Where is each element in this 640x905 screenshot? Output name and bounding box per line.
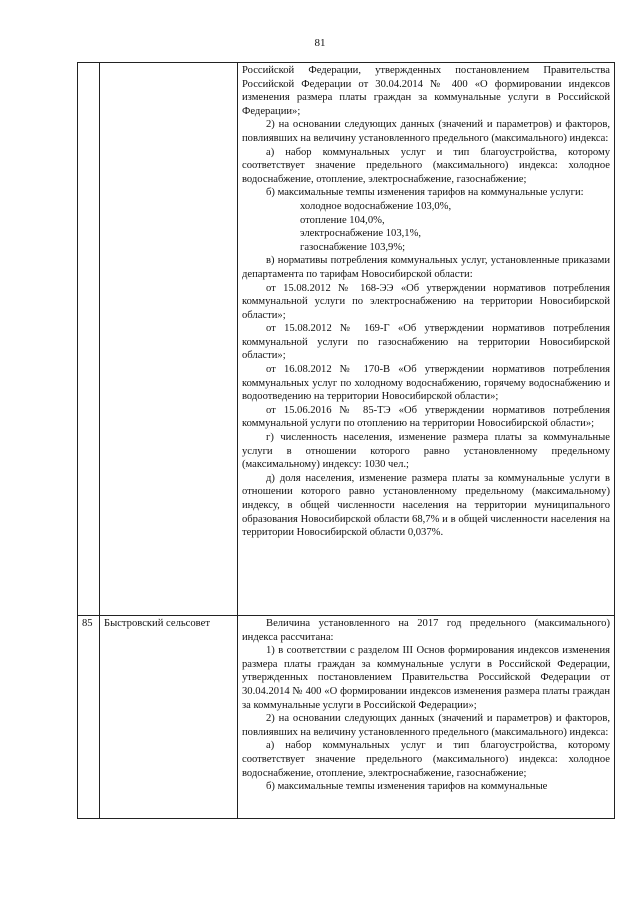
paragraph: от 15.06.2016 № 85-ТЭ «Об утверждении нормативов потребления коммунальной услуги по отоплению на территории Новосибирской области»; bbox=[242, 404, 610, 430]
settlement-name: Быстровский сельсовет bbox=[100, 616, 238, 819]
row-content bbox=[238, 63, 615, 616]
paragraph: отопление 104,0%, bbox=[300, 214, 385, 226]
paragraph: Величина установленного на 2017 год предельного (максимального) индекса рассчитана: bbox=[242, 618, 610, 643]
paragraph: а) набор коммунальных услуг и тип благоустройства, которому соответствует значение предельного (максимального) индекса: холодное водоснабжение, отопление, электроснабжение, газоснабжение; bbox=[242, 146, 610, 185]
paragraph: от 15.08.2012 № 168-ЭЭ «Об утверждении нормативов потребления коммунальной услуги по электроснабжению на территории Новосибирской области»; bbox=[242, 282, 610, 321]
paragraph: 2) на основании следующих данных (значений и параметров) и факторов, повлиявших на величину установленного предельного (максимального) индекса: bbox=[242, 119, 610, 144]
paragraph: б) максимальные темпы изменения тарифов на коммунальные bbox=[266, 781, 548, 793]
paragraph: г) численность населения, изменение размера платы за коммунальные услуги в отношении которого равно установленному предельному (максимальному) индексу: 1030 чел.; bbox=[242, 432, 610, 471]
paragraph: б) максимальные темпы изменения тарифов на коммунальные услуги: bbox=[266, 187, 584, 199]
page-number: 81 bbox=[314, 37, 326, 49]
paragraph: Российской Федерации, утвержденных постановлением Правительства Российской Федерации от 30.04.2014 № 400 «О формировании индексов изменения размера платы граждан за коммунальные услуги в Российской Федерации»; bbox=[242, 65, 610, 117]
paragraph: в) нормативы потребления коммунальных услуг, установленные приказами департамента по тарифам Новосибирской области: bbox=[242, 255, 610, 280]
paragraph: д) доля населения, изменение размера платы за коммунальные услуги в отношении которого равно установленному предельному (максимальному) индексу, в общей численности населения на территории муниципального образования Новосибирской области 68,7% и в общей численности населения на территории Новосибирской области 0,037%. bbox=[242, 472, 610, 539]
paragraph: 1) в соответствии с разделом III Основ формирования индексов изменения размера платы граждан за коммунальные услуги в Российской Федерации, утвержденных постановлением Правительства Российской Федерации от 30.04.2014 № 400 «О формировании индексов изменения размера платы граждан за коммунальные услуги в Российской Федерации»; bbox=[242, 645, 610, 711]
table-row bbox=[78, 616, 615, 819]
row-content bbox=[238, 616, 615, 819]
paragraph: от 16.08.2012 № 170-В «Об утверждении нормативов потребления коммунальных услуг по холодному водоснабжению, горячему водоснабжению и водоотведению на территории Новосибирской области»; bbox=[242, 364, 610, 403]
paragraph: от 15.08.2012 № 169-Г «Об утверждении нормативов потребления коммунальной услуги по газоснабжению на территории Новосибирской области»; bbox=[242, 323, 610, 362]
row-number bbox=[78, 63, 100, 616]
paragraph: 2) на основании следующих данных (значений и параметров) и факторов, повлиявших на величину установленного предельного (максимального) индекса: bbox=[242, 713, 610, 738]
paragraph: холодное водоснабжение 103,0%, bbox=[300, 200, 452, 212]
row-number: 85 bbox=[78, 616, 100, 819]
table-row bbox=[78, 63, 615, 616]
settlement-name bbox=[100, 63, 238, 616]
paragraph: а) набор коммунальных услуг и тип благоустройства, которому соответствует значение предельного (максимального) индекса: холодное водоснабжение, отопление, электроснабжение, газоснабжение; bbox=[242, 740, 610, 779]
paragraph: электроснабжение 103,1%, bbox=[300, 228, 422, 240]
paragraph: газоснабжение 103,9%; bbox=[300, 241, 406, 253]
document-table bbox=[77, 62, 615, 819]
